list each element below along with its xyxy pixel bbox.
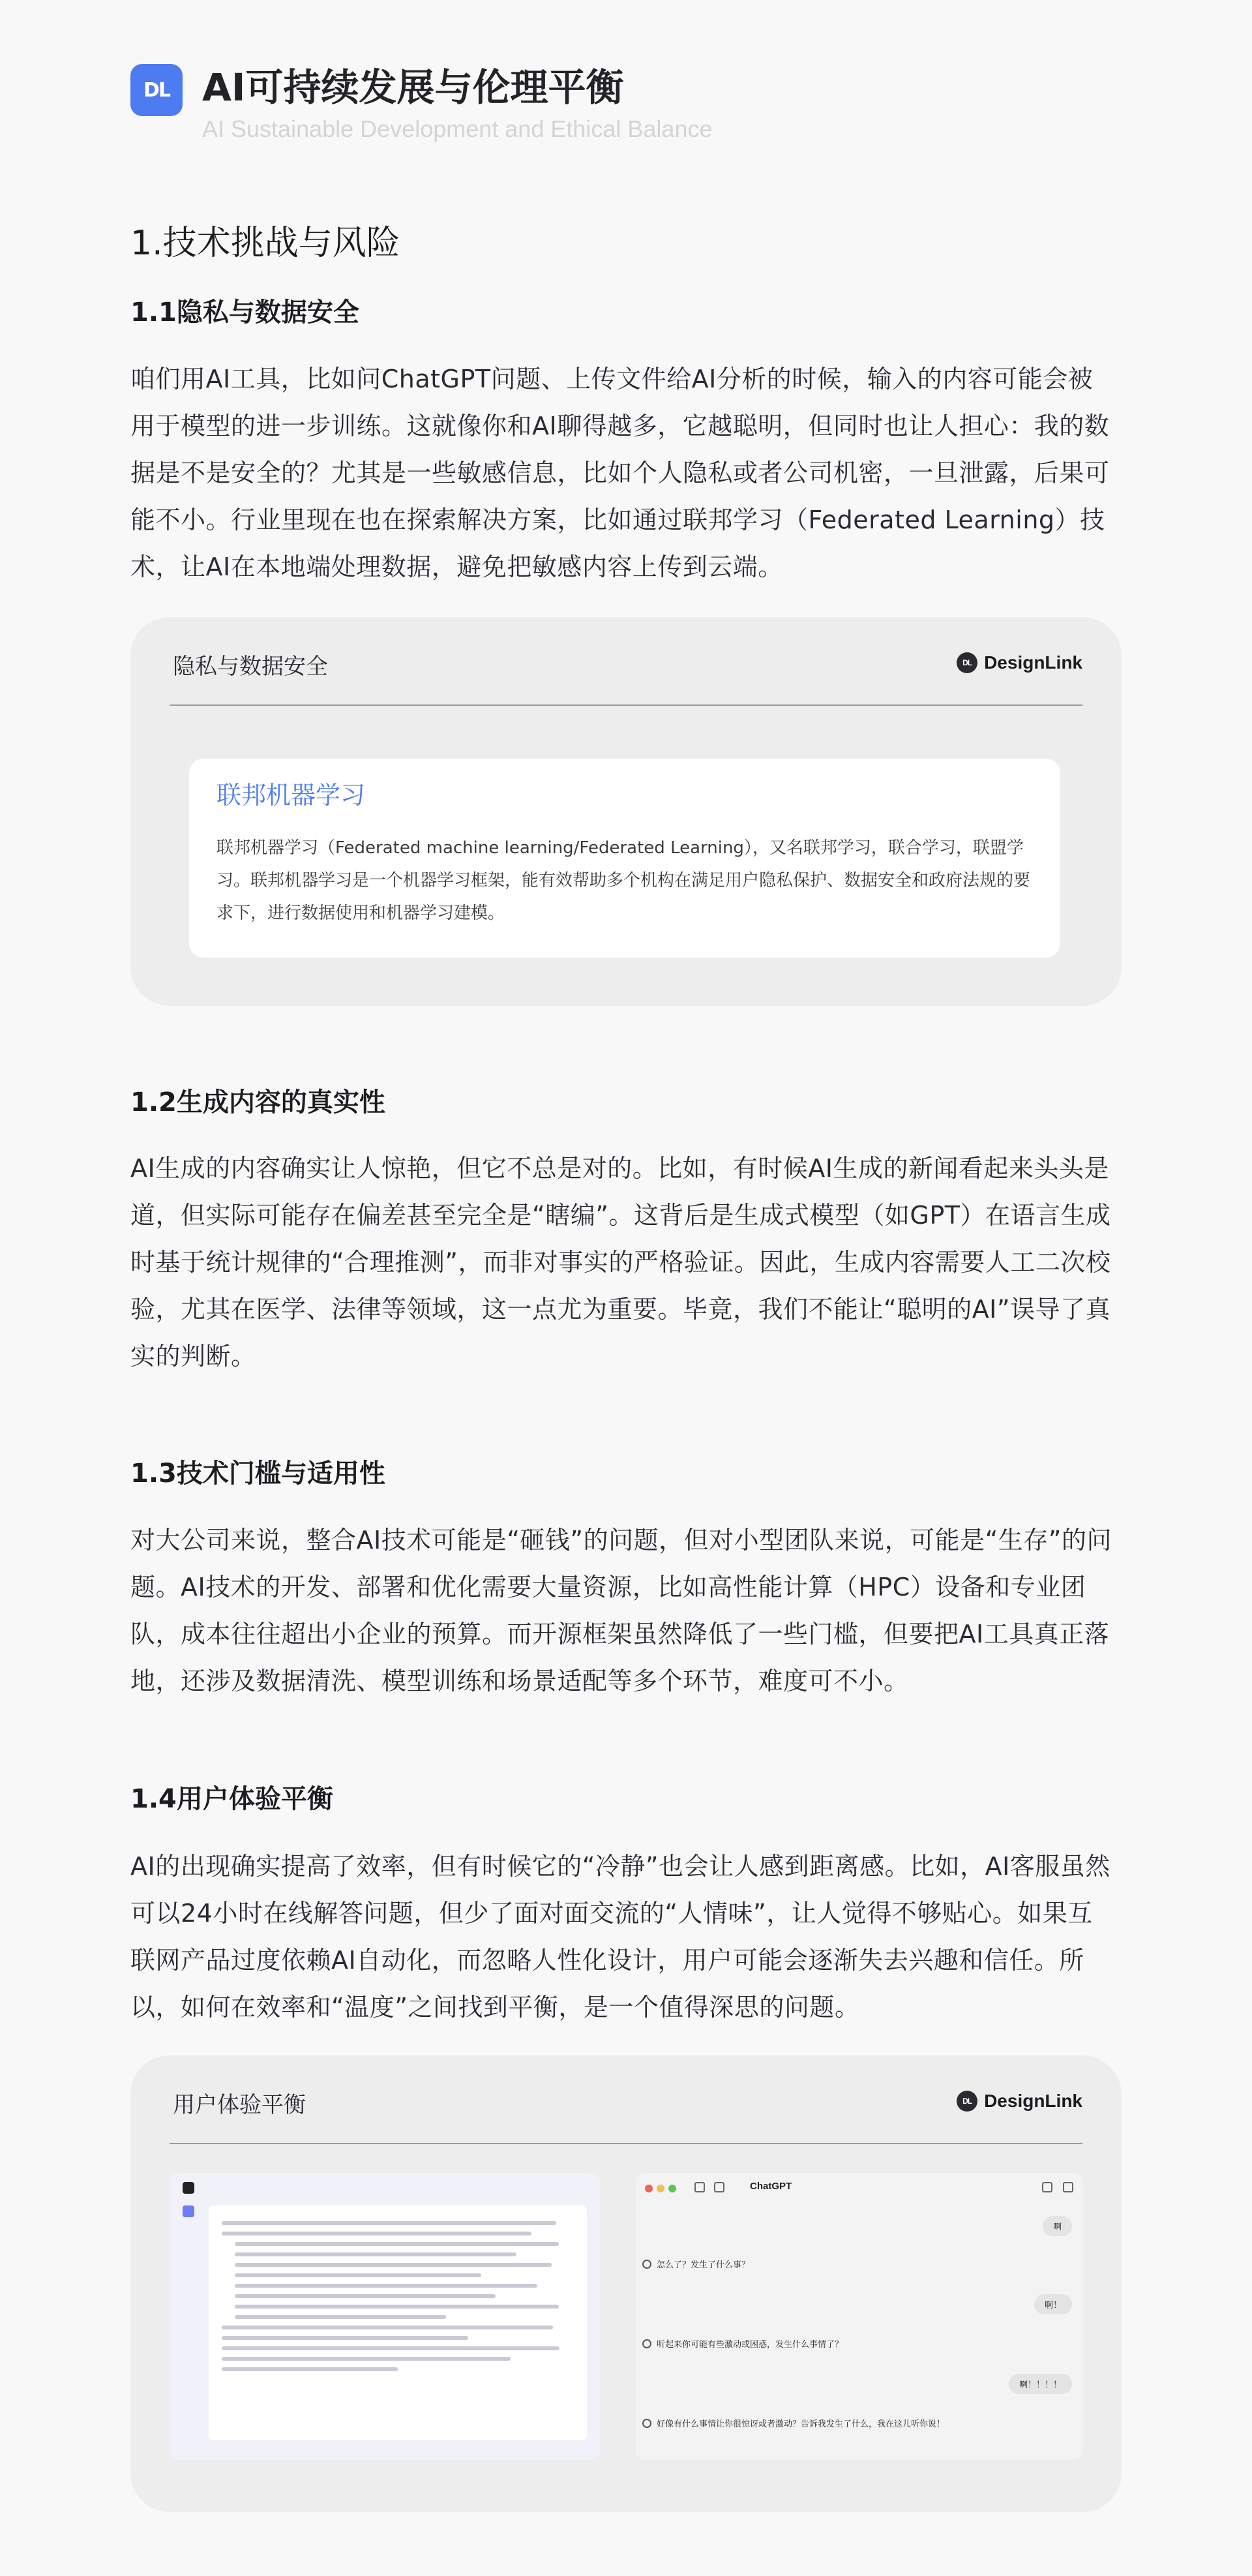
assistant-icon — [642, 2419, 651, 2428]
page-subtitle: AI Sustainable Development and Ethical Balance — [202, 115, 713, 142]
definition-text: 联邦机器学习（Federated machine learning/Federated Learning），又名联邦学习，联合学习，联盟学习。联邦机器学习是一个机器学习框架，能有效帮助多个机构在满足用户隐私保护、数据安全和政府法规的要求下，进行数据使用和机器学习建模。 — [216, 838, 1031, 923]
designlink-brand-icon: DL — [957, 652, 977, 673]
brand-name: DesignLink — [984, 652, 1082, 673]
copy-icon[interactable] — [1063, 2182, 1073, 2192]
divider — [170, 2143, 1082, 2144]
chat-title[interactable]: ChatGPT — [750, 2181, 792, 2192]
assistant-icon — [642, 2260, 651, 2269]
card-privacy — [130, 617, 1122, 1006]
new-chat-icon[interactable] — [714, 2182, 724, 2192]
subsection-title-privacy: 1.1隐私与数据安全 — [130, 297, 359, 327]
sidebar-toggle-icon[interactable] — [694, 2182, 705, 2192]
definition-title: 联邦机器学习 — [216, 781, 366, 810]
brand-name: DesignLink — [984, 2091, 1082, 2111]
card-ux — [130, 2055, 1122, 2512]
chat-ai-message: 听起来你可能有些激动或困惑，发生什么事情了？ — [642, 2337, 843, 2350]
paragraph-threshold: 对大公司来说，整合AI技术可能是“砸钱”的问题，但对小型团队来说，可能是“生存”的问题。AI技术的开发、部署和优化需要大量资源，比如高性能计算（HPC）设备和专业团队，成本往往超出小企业的预算。而开源框架虽然降低了一些门槛，但要把AI工具真正落地，还涉及数据清洗、模型训练和场景适配等多个环节，难度可不小。 — [130, 1526, 1112, 1695]
paragraph-ux: AI的出现确实提高了效率，但有时候它的“冷静”也会让人感到距离感。比如，AI客服虽然可以24小时在线解答问题，但少了面对面交流的“人情味”，让人觉得不够贴心。如果互联网产品过度依赖AI自动化，而忽略人性化设计，用户可能会逐渐失去兴趣和信任。所以，如何在效率和“温度”之间找到平衡，是一个值得深思的问题。 — [130, 1852, 1110, 2022]
card-heading: 隐私与数据安全 — [173, 654, 328, 680]
close-dot-icon — [645, 2185, 653, 2192]
chat-user-message: 啊！ — [1034, 2294, 1072, 2314]
app-icon — [183, 2182, 194, 2194]
chat-user-message: 啊！！！！ — [1009, 2374, 1072, 2394]
response-text-block — [209, 2205, 587, 2440]
chat-ai-message: 好像有什么事情让你很惊讶或者激动？告诉我发生了什么，我在这儿听你说！ — [642, 2417, 945, 2429]
assistant-icon — [642, 2339, 651, 2348]
window-controls — [645, 2185, 676, 2192]
subsection-title-ux: 1.4用户体验平衡 — [130, 1784, 333, 1814]
designlink-brand-icon: DL — [957, 2091, 977, 2112]
paragraph-authenticity: AI生成的内容确实让人惊艳，但它不总是对的。比如，有时候AI生成的新闻看起来头头是道，但实际可能存在偏差甚至完全是“瞎编”。这背后是生成式模型（如GPT）在语言生成时基于统计规律的“合理推测”，而非对事实的严格验证。因此，生成内容需要人工二次校验，尤其在医学、法律等领域，这一点尤为重要。毕竟，我们不能让“聪明的AI”误导了真实的判断。 — [130, 1154, 1111, 1371]
screenshot-chatgpt — [636, 2173, 1082, 2460]
section-title: 1.技术挑战与风险 — [130, 224, 400, 263]
screenshot-ai-response — [170, 2173, 600, 2460]
subsection-title-threshold: 1.3技术门槛与适用性 — [130, 1459, 385, 1489]
card-brand — [957, 652, 1082, 673]
subsection-title-authenticity: 1.2生成内容的真实性 — [130, 1087, 385, 1117]
paragraph-privacy: 咱们用AI工具，比如问ChatGPT问题、上传文件给AI分析的时候，输入的内容可能会被用于模型的进一步训练。这就像你和AI聊得越多，它越聪明，但同时也让人担心：我的数据是不是安全的？尤其是一些敏感信息，比如个人隐私或者公司机密，一旦泄露，后果可能不小。行业里现在也在探索解决方案，比如通过联邦学习（Federated Learning）技术，让AI在本地端处理数据，避免把敏感内容上传到云端。 — [130, 365, 1110, 581]
assistant-avatar-icon — [183, 2205, 194, 2217]
page-header — [130, 63, 1122, 147]
card-brand — [957, 2091, 1082, 2112]
divider — [170, 705, 1082, 706]
chat-user-message: 啊 — [1043, 2216, 1072, 2236]
page-title: AI可持续发展与伦理平衡 — [202, 65, 624, 110]
chat-ai-message: 怎么了？发生了什么事？ — [642, 2258, 750, 2270]
share-icon[interactable] — [1042, 2182, 1052, 2192]
maximize-dot-icon — [668, 2185, 676, 2192]
designlink-logo-icon: DL — [130, 64, 183, 116]
definition-box — [189, 759, 1060, 958]
card-heading: 用户体验平衡 — [173, 2092, 306, 2118]
minimize-dot-icon — [657, 2185, 664, 2192]
